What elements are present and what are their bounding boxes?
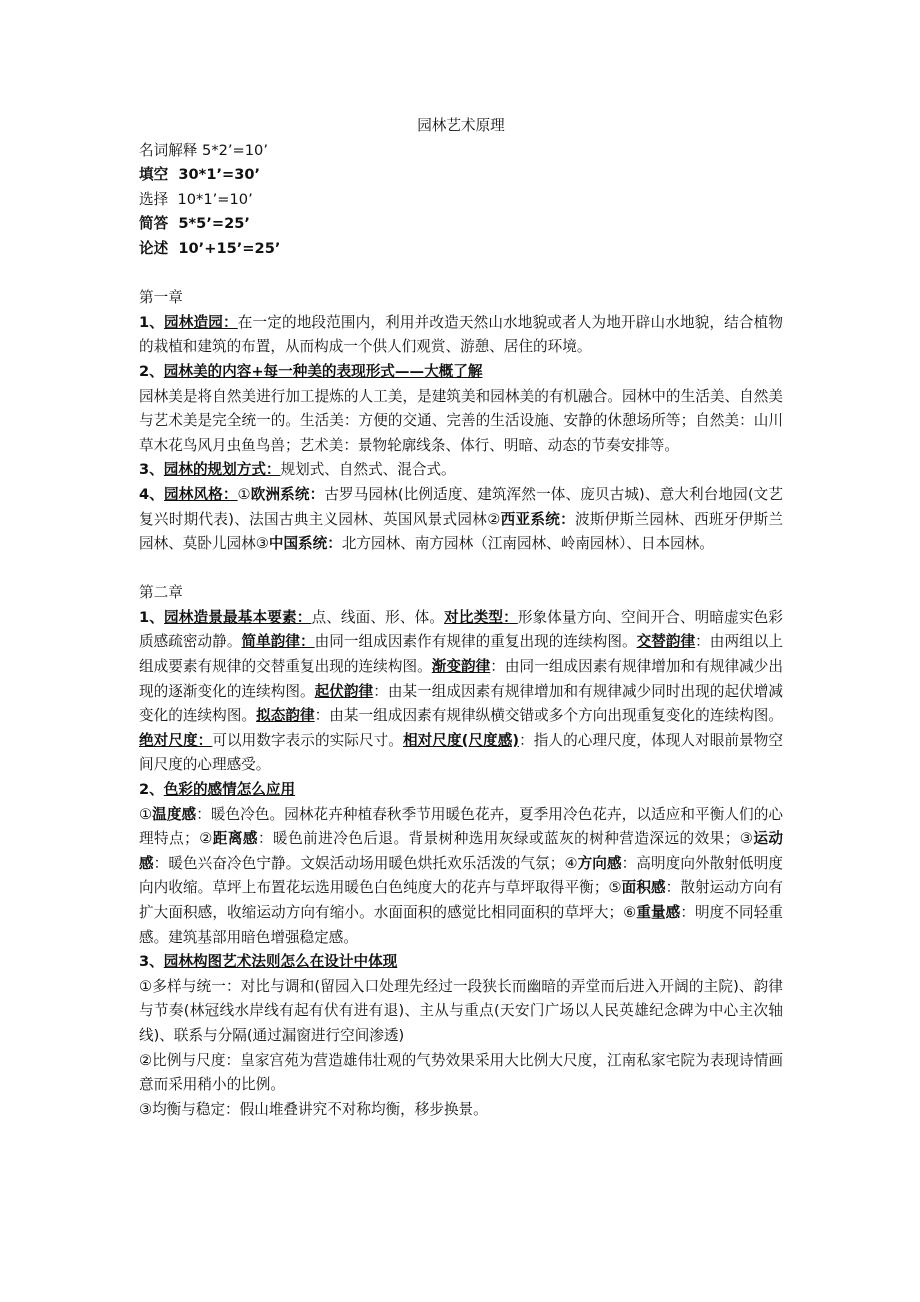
term: 简单韵律： bbox=[241, 633, 315, 651]
term: 园林造园： bbox=[164, 313, 238, 331]
spacer bbox=[139, 557, 783, 582]
definition: 在一定的地段范围内，利用并改造天然山水地貌或者人为地开辟山水地貌，结合植物的栽植和建筑的布置，从而构成一个供人们观赏、游憩、居住的环境。 bbox=[139, 313, 783, 356]
scoring-item bbox=[139, 212, 783, 237]
term: 园林风格： bbox=[163, 485, 238, 503]
term: 拟态韵律 bbox=[256, 707, 315, 725]
scoring-item bbox=[139, 163, 783, 188]
definition: ：由同一组成因素有规律增加和有规律减少出现的逐渐变化的连续构图。 bbox=[139, 658, 783, 700]
subterm: 中国系统： bbox=[268, 535, 342, 553]
definition: 可以用数字表示的实际尺寸。 bbox=[212, 731, 403, 749]
section-item bbox=[139, 360, 783, 385]
definition: 由同一组成因素作有规律的重复出现的连续构图。 bbox=[314, 633, 637, 651]
term: 绝对尺度： bbox=[139, 731, 213, 749]
document-title: 园林艺术原理 bbox=[417, 117, 505, 134]
paragraph: 园林美是将自然美进行加工提炼的人工美，是建筑美和园林美的有机融合。园林中的生活美、自然美与艺术美是完全统一的。生活美：方便的交通、完善的生活设施、安静的休憩场所等；自然美：山川草木花鸟风月虫鱼鸟兽；艺术美：景物轮廓线条、体行、明暗、动态的节奏安排等。 bbox=[139, 387, 783, 454]
subterm: 距离感 bbox=[212, 830, 258, 848]
definition: ：暖色冷色。园林花卉种植春秋季节用暖色花卉，夏季用冷色花卉，以适应和平衡人们的心理特点；② bbox=[139, 805, 783, 848]
item-number: 2、 bbox=[139, 781, 164, 799]
scoring-label: 论述 bbox=[139, 239, 169, 257]
item-number: 1、 bbox=[139, 608, 165, 626]
definition: 波斯伊斯兰园林、西班牙伊斯兰园林、莫卧儿园林③ bbox=[139, 510, 783, 553]
paragraph bbox=[139, 803, 783, 951]
item-number: 3、 bbox=[139, 461, 164, 479]
definition: ：明度不同轻重感。建筑基部用暗色增强稳定感。 bbox=[139, 904, 783, 946]
definition: 北方园林、南方园林（江南园林、岭南园林）、日本园林。 bbox=[341, 535, 714, 553]
item-number: 2、 bbox=[139, 362, 164, 380]
paragraph: ①多样与统一：对比与调和(留园入口处理先经过一段狭长而幽暗的弄堂而后进入开阔的主院)、韵律与节奏(林冠线水岸线有起有伏有进有退)、主从与重点(天安门广场以人民英雄纪念碑为中心主次轴线)、联系与分隔(通过漏窗进行空间渗透) bbox=[139, 977, 783, 1044]
section-item bbox=[139, 950, 783, 975]
definition: 古罗马园林(比例适度、建筑浑然一体、庞贝古城)、意大利台地园(文艺复兴时期代表)、法国古典主义园林、英国风景式园林② bbox=[139, 485, 783, 528]
scoring-label: 填空 bbox=[139, 166, 169, 184]
paragraph: ③均衡与稳定：假山堆叠讲究不对称均衡，移步换景。 bbox=[139, 1100, 488, 1118]
definition: ：暖色前进冷色后退。背景树种选用灰绿或蓝灰的树种营造深远的效果；③ bbox=[257, 830, 754, 848]
scoring-item bbox=[139, 188, 783, 213]
term: 园林构图艺术法则怎么在设计中体现 bbox=[163, 953, 398, 971]
definition: ：暖色兴奋冷色宁静。文娱活动场用暖色烘托欢乐活泼的气氛；④ bbox=[153, 854, 578, 872]
item-number: 4、 bbox=[139, 485, 164, 503]
scoring-label: 简答 bbox=[139, 215, 169, 233]
scoring-label: 名词解释 bbox=[139, 141, 198, 159]
paragraph: ②比例与尺度：皇家宫苑为营造雄伟壮观的气势效果采用大比例大尺度，江南私家宅院为表现诗情画意而采用稍小的比例。 bbox=[139, 1051, 783, 1094]
subterm: 方向感 bbox=[577, 854, 622, 872]
scoring-value: 10*1’=10’ bbox=[177, 190, 253, 208]
term: 园林的规划方式： bbox=[163, 461, 281, 479]
chapter-heading: 第二章 bbox=[139, 584, 183, 602]
chapter-2 bbox=[139, 581, 783, 1122]
definition: ：散射运动方向有扩大面积感，收缩运动方向有缩小。水面面积的感觉比相同面积的草坪大；⑥ bbox=[139, 879, 783, 921]
term: 对比类型： bbox=[444, 608, 518, 626]
term: 交替韵律 bbox=[636, 633, 696, 651]
item-number: 3、 bbox=[139, 953, 164, 971]
scoring-value: 5*5’=25’ bbox=[178, 215, 250, 233]
term: 起伏韵律 bbox=[314, 682, 374, 700]
term: 相对尺度(尺度感) bbox=[402, 731, 520, 749]
text: ① bbox=[139, 805, 153, 823]
section-item bbox=[139, 311, 783, 360]
scoring-list bbox=[139, 139, 783, 262]
section-item bbox=[139, 778, 783, 803]
chapter-1 bbox=[139, 286, 783, 557]
item-number: 1、 bbox=[139, 313, 165, 331]
definition: 点、线面、形、体。 bbox=[311, 608, 445, 626]
scoring-value: 30*1’=30’ bbox=[178, 166, 261, 184]
subterm: 面积感 bbox=[621, 879, 666, 897]
definition: 形象体量方向、空间开合、明暗虚实色彩质感疏密动静。 bbox=[139, 608, 783, 651]
scoring-value: 5*2’=10’ bbox=[202, 141, 268, 159]
chapter-heading: 第一章 bbox=[139, 289, 183, 307]
document-body bbox=[139, 114, 783, 1122]
subterm: 重量感 bbox=[636, 904, 681, 921]
term: 园林美的内容+每一种美的表现形式——大概了解 bbox=[163, 362, 483, 380]
term: 色彩的感情怎么应用 bbox=[163, 781, 296, 799]
subterm: 温度感 bbox=[152, 805, 197, 823]
term: 渐变韵律 bbox=[431, 658, 491, 676]
definition: ：由两组以上组成要素有规律的交替重复出现的连续构图。 bbox=[139, 633, 783, 676]
definition: 规划式、自然式、混合式。 bbox=[280, 461, 456, 479]
scoring-value: 10’+15’=25’ bbox=[178, 239, 281, 257]
subterm: 西亚系统： bbox=[500, 510, 575, 528]
scoring-item bbox=[139, 139, 783, 164]
section-item bbox=[139, 606, 783, 778]
scoring-item bbox=[139, 237, 783, 262]
section-item bbox=[139, 483, 783, 557]
definition: ：高明度向外散射低明度向内收缩。草坪上布置花坛选用暖色白色纯度大的花卉与草坪取得平衡；⑤ bbox=[139, 854, 783, 897]
definition: ：指人的心理尺度，体现人对眼前景物空间尺度的心理感受。 bbox=[139, 731, 783, 774]
scoring-label: 选择 bbox=[139, 190, 169, 208]
spacer bbox=[139, 262, 783, 287]
definition: ：由某一组成因素有规律纵横交错或多个方向出现重复变化的连续构图。 bbox=[314, 707, 783, 725]
subterm: 运动感 bbox=[139, 830, 783, 872]
term: 园林造景最基本要素： bbox=[164, 608, 312, 626]
text: ① bbox=[237, 485, 251, 503]
section-item bbox=[139, 458, 783, 483]
subterm: 欧洲系统： bbox=[250, 485, 325, 503]
definition: ：由某一组成因素有规律增加和有规律减少同时出现的起伏增减变化的连续构图。 bbox=[139, 682, 783, 725]
